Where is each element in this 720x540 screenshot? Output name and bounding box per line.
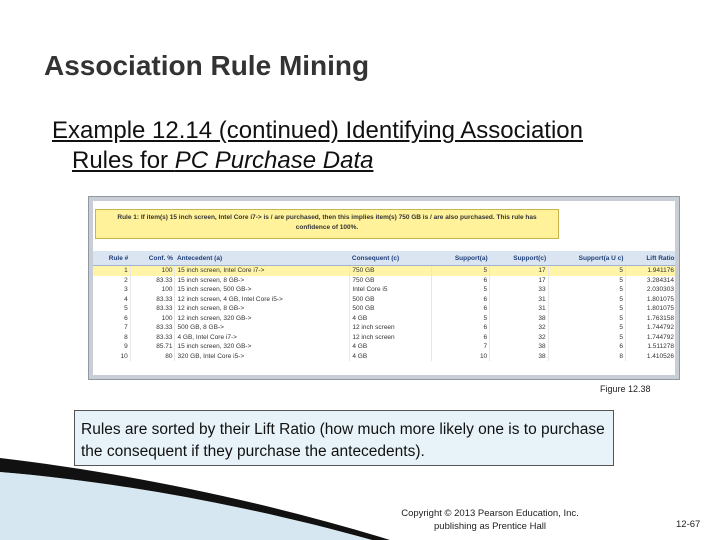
cell-lift-ratio: 1.511278 (625, 342, 675, 352)
cell-confidence: 83.33 (130, 304, 175, 314)
cell-rule-number: 2 (93, 276, 130, 286)
cell-consequent: 500 GB (350, 304, 431, 314)
cell-support-a-u-c: 5 (548, 323, 625, 333)
cell-antecedent: 4 GB, Intel Core i7-> (175, 333, 350, 343)
page-number: 12-67 (676, 519, 701, 530)
cell-rule-number: 3 (93, 285, 130, 295)
cell-confidence: 83.33 (130, 333, 175, 343)
cell-support-a-u-c: 5 (548, 266, 625, 276)
table-row[interactable] (93, 314, 675, 324)
cell-antecedent: 15 inch screen, 500 GB-> (175, 285, 350, 295)
rule-description: Rule 1: If item(s) 15 inch screen, Intel Core i7-> is / are purchased, then this implies item(s) 750 GB is / are also purchased. This rule has confidence of 100%. (95, 209, 559, 239)
cell-support-a-u-c: 6 (548, 342, 625, 352)
cell-support-c: 33 (490, 285, 548, 295)
cell-support-a-u-c: 5 (548, 314, 625, 324)
cell-antecedent: 15 inch screen, 320 GB-> (175, 342, 350, 352)
subtitle-line-2 (52, 146, 692, 176)
copyright-line-1: Copyright © 2013 Pearson Education, Inc. (401, 508, 579, 519)
cell-lift-ratio: 1.941176 (625, 266, 675, 276)
cell-rule-number: 6 (93, 314, 130, 324)
cell-support-c: 32 (490, 333, 548, 343)
cell-support-a: 5 (431, 285, 489, 295)
cell-consequent: 12 inch screen (350, 333, 431, 343)
cell-support-a-u-c: 5 (548, 333, 625, 343)
cell-support-c: 38 (490, 342, 548, 352)
cell-support-c: 38 (490, 352, 548, 362)
cell-consequent: 750 GB (350, 276, 431, 286)
swoosh-light (0, 472, 372, 540)
rules-table-body (93, 266, 675, 362)
column-header-support-a-u-c: Support(a U c) (548, 251, 625, 266)
cell-support-a: 5 (431, 314, 489, 324)
cell-support-a-u-c: 5 (548, 304, 625, 314)
cell-confidence: 100 (130, 285, 175, 295)
cell-support-a: 6 (431, 323, 489, 333)
table-row[interactable] (93, 323, 675, 333)
screenshot-content (93, 201, 675, 375)
table-row[interactable] (93, 276, 675, 286)
cell-lift-ratio: 3.284314 (625, 276, 675, 286)
cell-confidence: 100 (130, 314, 175, 324)
cell-support-c: 32 (490, 323, 548, 333)
cell-confidence: 80 (130, 352, 175, 362)
cell-support-c: 17 (490, 266, 548, 276)
cell-support-a: 6 (431, 276, 489, 286)
cell-consequent: Intel Core i5 (350, 285, 431, 295)
column-header-antecedent: Antecedent (a) (175, 251, 350, 266)
cell-support-c: 17 (490, 276, 548, 286)
cell-support-a-u-c: 8 (548, 352, 625, 362)
cell-support-c: 31 (490, 295, 548, 305)
cell-support-a: 6 (431, 333, 489, 343)
cell-antecedent: 12 inch screen, 4 GB, Intel Core i5-> (175, 295, 350, 305)
cell-consequent: 4 GB (350, 342, 431, 352)
cell-rule-number: 9 (93, 342, 130, 352)
rules-table (93, 251, 675, 361)
cell-lift-ratio: 1.763158 (625, 314, 675, 324)
cell-support-c: 31 (490, 304, 548, 314)
subtitle-line-1: Example 12.14 (continued) Identifying Association (52, 117, 583, 144)
rules-table-head (93, 251, 675, 266)
cell-consequent: 12 inch screen (350, 323, 431, 333)
table-row[interactable] (93, 266, 675, 276)
cell-consequent: 750 GB (350, 266, 431, 276)
cell-lift-ratio: 2.030303 (625, 285, 675, 295)
cell-rule-number: 8 (93, 333, 130, 343)
cell-rule-number: 4 (93, 295, 130, 305)
subtitle-italic: PC Purchase Data (174, 147, 374, 174)
cell-support-a-u-c: 5 (548, 295, 625, 305)
cell-support-a: 5 (431, 266, 489, 276)
cell-support-a: 10 (431, 352, 489, 362)
cell-lift-ratio: 1.744792 (625, 333, 675, 343)
cell-confidence: 83.33 (130, 295, 175, 305)
copyright-line-2: publishing as Prentice Hall (434, 521, 546, 532)
cell-support-a-u-c: 5 (548, 276, 625, 286)
cell-antecedent: 320 GB, Intel Core i5-> (175, 352, 350, 362)
cell-confidence: 83.33 (130, 323, 175, 333)
column-header-confidence: Conf. % (130, 251, 175, 266)
cell-rule-number: 5 (93, 304, 130, 314)
cell-rule-number: 1 (93, 266, 130, 276)
excel-screenshot (88, 196, 680, 380)
slide-title: Association Rule Mining (44, 50, 370, 81)
figure-caption: Figure 12.38 (600, 384, 651, 394)
table-row[interactable] (93, 342, 675, 352)
cell-consequent: 4 GB (350, 314, 431, 324)
cell-support-a: 6 (431, 295, 489, 305)
cell-consequent: 4 GB (350, 352, 431, 362)
cell-rule-number: 10 (93, 352, 130, 362)
cell-confidence: 100 (130, 266, 175, 276)
slide-subtitle (52, 116, 692, 176)
decorative-swoosh (0, 450, 720, 540)
cell-antecedent: 12 inch screen, 320 GB-> (175, 314, 350, 324)
cell-antecedent: 500 GB, 8 GB-> (175, 323, 350, 333)
cell-antecedent: 15 inch screen, Intel Core i7-> (175, 266, 350, 276)
table-row[interactable] (93, 295, 675, 305)
cell-antecedent: 12 inch screen, 8 GB-> (175, 304, 350, 314)
column-header-lift-ratio: Lift Ratio (625, 251, 675, 266)
table-row[interactable] (93, 304, 675, 314)
cell-support-a: 6 (431, 304, 489, 314)
cell-lift-ratio: 1.801075 (625, 304, 675, 314)
table-row[interactable] (93, 285, 675, 295)
column-header-support-a: Support(a) (431, 251, 489, 266)
cell-rule-number: 7 (93, 323, 130, 333)
copyright-notice (380, 507, 600, 533)
cell-antecedent: 15 inch screen, 8 GB-> (175, 276, 350, 286)
column-header-support-c: Support(c) (490, 251, 548, 266)
cell-lift-ratio: 1.801075 (625, 295, 675, 305)
cell-support-a: 7 (431, 342, 489, 352)
cell-support-a-u-c: 5 (548, 285, 625, 295)
header-row (93, 251, 675, 266)
cell-lift-ratio: 1.410526 (625, 352, 675, 362)
subtitle-prefix: Rules for (72, 147, 175, 174)
note-box: Rules are sorted by their Lift Ratio (how much more likely one is to purchase the consequent if they purchase the antecedents). (74, 410, 614, 466)
column-header-rule-number: Rule # (93, 251, 130, 266)
cell-lift-ratio: 1.744792 (625, 323, 675, 333)
table-row[interactable] (93, 333, 675, 343)
table-row[interactable] (93, 352, 675, 362)
cell-support-c: 38 (490, 314, 548, 324)
column-header-consequent: Consequent (c) (350, 251, 431, 266)
cell-confidence: 85.71 (130, 342, 175, 352)
cell-consequent: 500 GB (350, 295, 431, 305)
cell-confidence: 83.33 (130, 276, 175, 286)
